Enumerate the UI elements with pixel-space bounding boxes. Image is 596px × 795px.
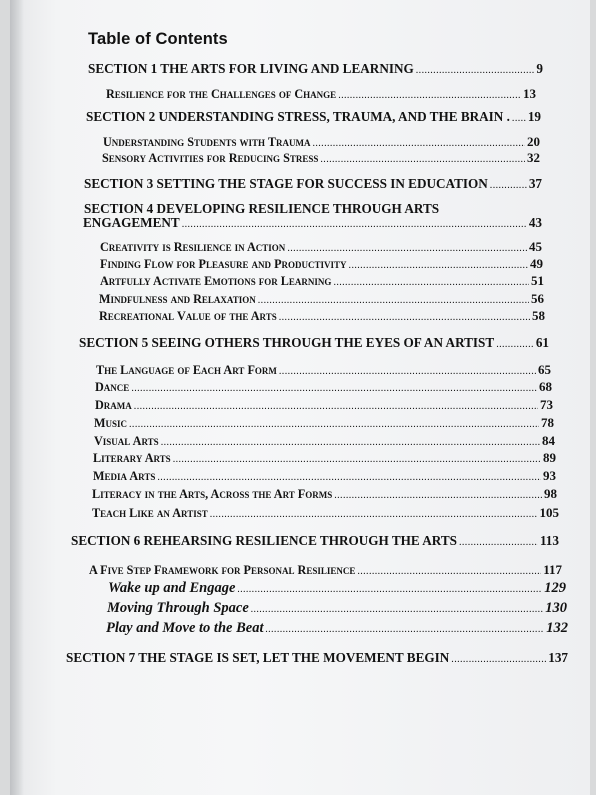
page-number: 20: [527, 134, 540, 149]
item-title: Finding Flow for Pleasure and Productivity: [100, 257, 347, 271]
item-title: Resilience for the Challenges of Change: [106, 87, 337, 101]
page-number: 84: [542, 433, 555, 448]
toc-item: [94, 415, 554, 431]
toc-item: [99, 308, 545, 324]
page-number: 117: [543, 562, 562, 577]
item-title: Play and Move to the Beat: [106, 620, 264, 636]
toc-item: [107, 600, 567, 617]
item-title: Mindfulness and Relaxation: [99, 292, 256, 306]
dot-leader: [173, 451, 541, 466]
item-title: Creativity is Resilience in Action: [100, 240, 286, 254]
page-number: 89: [543, 450, 556, 465]
item-title: Sensory Activities for Reducing Stress: [102, 151, 319, 165]
section-title: ENGAGEMENT: [83, 215, 180, 230]
page-number: 68: [539, 379, 552, 394]
page-number: 61: [535, 335, 549, 350]
toc-section-1: [88, 61, 543, 77]
dot-leader: [512, 109, 526, 125]
section-title: SECTION 2 UNDERSTANDING STRESS, TRAUMA, AND THE BRAIN .: [86, 109, 510, 124]
dot-leader: [357, 563, 541, 578]
section-title: SECTION 3 SETTING THE STAGE FOR SUCCESS IN EDUCATION: [84, 176, 488, 191]
dot-leader: [338, 87, 521, 102]
page-number: 37: [528, 176, 542, 191]
dot-leader: [279, 363, 536, 378]
toc-item: [95, 379, 552, 395]
page-number: 132: [546, 620, 568, 636]
toc-item: [89, 562, 562, 578]
item-title: Recreational Value of the Arts: [99, 309, 277, 323]
page-number: 9: [536, 61, 543, 76]
toc-section-4: [83, 215, 542, 231]
page-number: 78: [541, 415, 554, 430]
dot-leader: [134, 398, 538, 413]
item-title: Literacy in the Arts, Across the Art Forms: [92, 487, 333, 501]
dot-leader: [279, 309, 530, 324]
dot-leader: [129, 416, 539, 431]
dot-leader: [416, 61, 535, 77]
item-title: Moving Through Space: [107, 600, 249, 616]
item-title: Dance: [95, 380, 130, 394]
dot-leader: [334, 487, 542, 502]
toc-item: [103, 134, 540, 150]
page-number: 51: [531, 273, 544, 288]
page-gutter-shadow: [10, 0, 24, 795]
item-title: Drama: [95, 398, 132, 412]
item-title: Media Arts: [93, 469, 156, 483]
page-number: 129: [544, 580, 566, 596]
toc-section-3: [84, 176, 542, 192]
page-number: 32: [527, 150, 540, 165]
toc-item: [93, 450, 556, 466]
toc-item: [93, 468, 556, 484]
dot-leader: [157, 469, 541, 484]
toc-item: [92, 486, 557, 502]
item-title: Understanding Students with Trauma: [103, 135, 311, 149]
toc-section-2: [86, 109, 541, 125]
dot-leader: [349, 257, 528, 272]
item-title: A Five Step Framework for Personal Resilience: [89, 563, 356, 577]
toc-item: [106, 620, 568, 637]
page-number: 93: [543, 468, 556, 483]
toc-section-6: [71, 533, 559, 549]
dot-leader: [161, 434, 540, 449]
dot-leader: [258, 292, 529, 307]
toc-item: [100, 256, 543, 272]
toc-item: [108, 580, 566, 597]
section-title: SECTION 7 THE STAGE IS SET, LET THE MOVEMENT BEGIN: [66, 650, 450, 665]
toc-item: [102, 150, 540, 166]
section-title: SECTION 6 REHEARSING RESILIENCE THROUGH THE ARTS: [71, 533, 457, 548]
page-number: 43: [528, 215, 542, 230]
dot-leader: [312, 135, 525, 150]
dot-leader: [237, 580, 542, 597]
toc-heading: Table of Contents: [88, 30, 228, 48]
dot-leader: [287, 240, 527, 255]
item-title: Wake up and Engage: [108, 580, 236, 596]
section-title: SECTION 1 THE ARTS FOR LIVING AND LEARNING: [88, 61, 414, 76]
toc-section-7: [66, 650, 568, 666]
page-number: 65: [538, 362, 551, 377]
dot-leader: [496, 335, 534, 351]
page-number: 49: [530, 256, 543, 271]
dot-leader: [320, 151, 525, 166]
toc-item: [92, 505, 559, 521]
page-number: 113: [539, 533, 559, 548]
page-number: 13: [523, 86, 536, 101]
toc-item: [96, 362, 551, 378]
toc-section-4-title-line1: SECTION 4 DEVELOPING RESILIENCE THROUGH ARTS: [84, 201, 440, 216]
dot-leader: [490, 176, 527, 192]
page-number: 98: [544, 486, 557, 501]
toc-item: [94, 433, 555, 449]
dot-leader: [459, 533, 538, 549]
toc-item: [100, 239, 542, 255]
page-number: 73: [540, 397, 553, 412]
dot-leader: [210, 506, 538, 521]
dot-leader: [182, 215, 527, 231]
toc-section-5: [79, 335, 549, 351]
toc-item: [100, 273, 544, 289]
toc-item: [95, 397, 553, 413]
section-title: SECTION 5 SEEING OTHERS THROUGH THE EYES OF AN ARTIST: [79, 335, 495, 350]
dot-leader: [333, 274, 529, 289]
item-title: Literary Arts: [93, 451, 171, 465]
dot-leader: [451, 650, 546, 666]
page-number: 58: [532, 308, 545, 323]
page-number: 137: [548, 650, 568, 665]
item-title: Music: [94, 416, 128, 430]
page-number: 56: [531, 291, 544, 306]
item-title: Teach Like an Artist: [92, 506, 208, 520]
toc-item: [106, 86, 536, 102]
page-number: 130: [545, 600, 567, 616]
page-number: 19: [527, 109, 541, 124]
page-number: 105: [539, 505, 559, 520]
dot-leader: [265, 620, 544, 637]
item-title: The Language of Each Art Form: [96, 363, 277, 377]
item-title: Visual Arts: [94, 434, 159, 448]
toc-item: [99, 291, 544, 307]
page-number: 45: [529, 239, 542, 254]
dot-leader: [131, 380, 537, 395]
dot-leader: [251, 600, 543, 617]
item-title: Artfully Activate Emotions for Learning: [100, 274, 332, 288]
